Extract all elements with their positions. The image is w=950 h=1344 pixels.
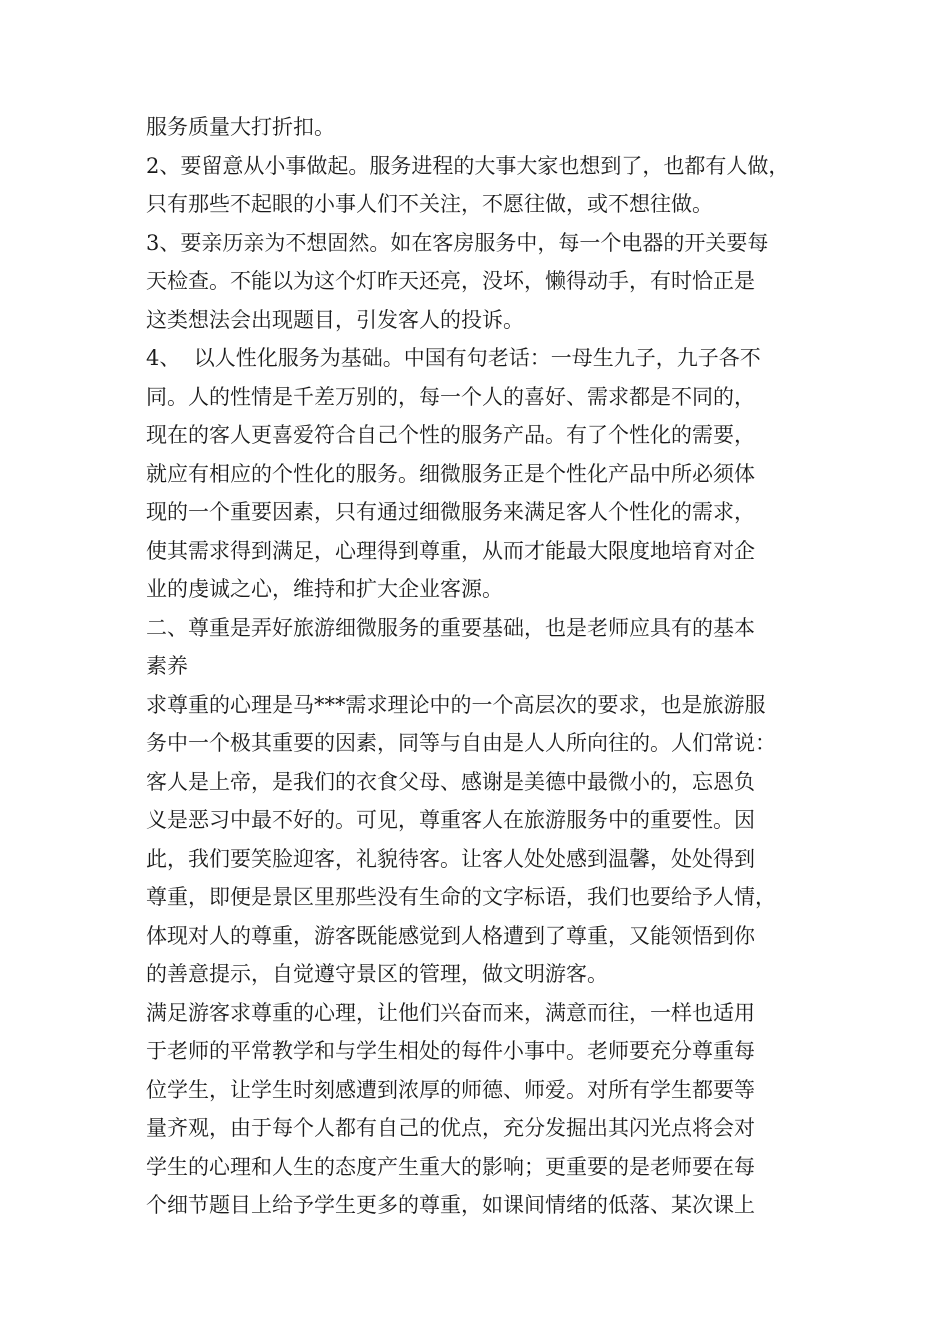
text-line: 就应有相应的个性化的服务。细微服务正是个性化产品中所必须体	[146, 461, 755, 486]
text-line: 客人是上帝，是我们的衣食父母、感谢是美德中最微小的，忘恩负	[146, 769, 755, 794]
text-line: 3、要亲历亲为不想固然。如在客房服务中，每一个电器的开关要每	[146, 230, 769, 255]
text-line: 体现对人的尊重，游客既能感觉到人格遭到了尊重，又能领悟到你	[146, 923, 755, 948]
section-heading-line: 素养	[146, 654, 188, 678]
text-line: 于老师的平常教学和与学生相处的每件小事中。老师要充分尊重每	[146, 1039, 755, 1063]
text-line: 满足游客求尊重的心理，让他们兴奋而来，满意而往，一样也适用	[146, 1000, 755, 1025]
text-line: 2、要留意从小事做起。服务进程的大事大家也想到了，也都有人做，	[146, 153, 790, 178]
text-line: 务中一个极其重要的因素，同等与自由是人人所向往的。人们常说：	[146, 731, 776, 755]
text-line: 同。人的性情是千差万别的，每一个人的喜好、需求都是不同的，	[146, 384, 755, 409]
text-line: 位学生，让学生时刻感遭到浓厚的师德、师爱。对所有学生都要等	[146, 1077, 755, 1102]
text-line: 尊重，即便是景区里那些没有生命的文字标语，我们也要给予人情，	[146, 885, 776, 909]
text-line: 只有那些不起眼的小事人们不关注，不愿往做，或不想往做。	[146, 192, 713, 216]
text-line: 天检查。不能以为这个灯昨天还亮，没坏，懒得动手，有时恰正是	[146, 269, 755, 293]
document-body	[146, 108, 816, 1225]
section-heading-line: 二、尊重是弄好旅游细微服务的重要基础，也是老师应具有的基本	[146, 615, 755, 640]
text-line: 量齐观，由于每个人都有自己的优点，充分发掘出其闪光点将会对	[146, 1116, 755, 1140]
text-line: 使其需求得到满足，心理得到尊重，从而才能最大限度地培育对企	[146, 538, 755, 563]
text-line: 现的一个重要因素，只有通过细微服务来满足客人个性化的需求，	[146, 500, 755, 524]
text-line: 现在的客人更喜爱符合自己个性的服务产品。有了个性化的需要，	[146, 423, 755, 447]
text-line: 此，我们要笑脸迎客，礼貌待客。让客人处处感到温馨，处处得到	[146, 846, 755, 871]
text-line: 学生的心理和人生的态度产生重大的影响；更重要的是老师要在每	[146, 1154, 755, 1179]
text-line: 业的虔诚之心，维持和扩大企业客源。	[146, 577, 503, 601]
text-line: 义是恶习中最不好的。可见，尊重客人在旅游服务中的重要性。因	[146, 808, 755, 832]
text-line: 求尊重的心理是马***需求理论中的一个高层次的要求，也是旅游服	[146, 692, 766, 717]
text-line: 4、 以人性化服务为基础。中国有句老话：一母生九子，九子各不	[146, 346, 761, 370]
text-line: 这类想法会出现题目，引发客人的投诉。	[146, 307, 524, 332]
text-line: 个细节题目上给予学生更多的尊重，如课间情绪的低落、某次课上	[146, 1193, 755, 1217]
text-line: 的善意提示，自觉遵守景区的管理，做文明游客。	[146, 962, 608, 986]
text-line: 服务质量大打折扣。	[146, 115, 335, 139]
